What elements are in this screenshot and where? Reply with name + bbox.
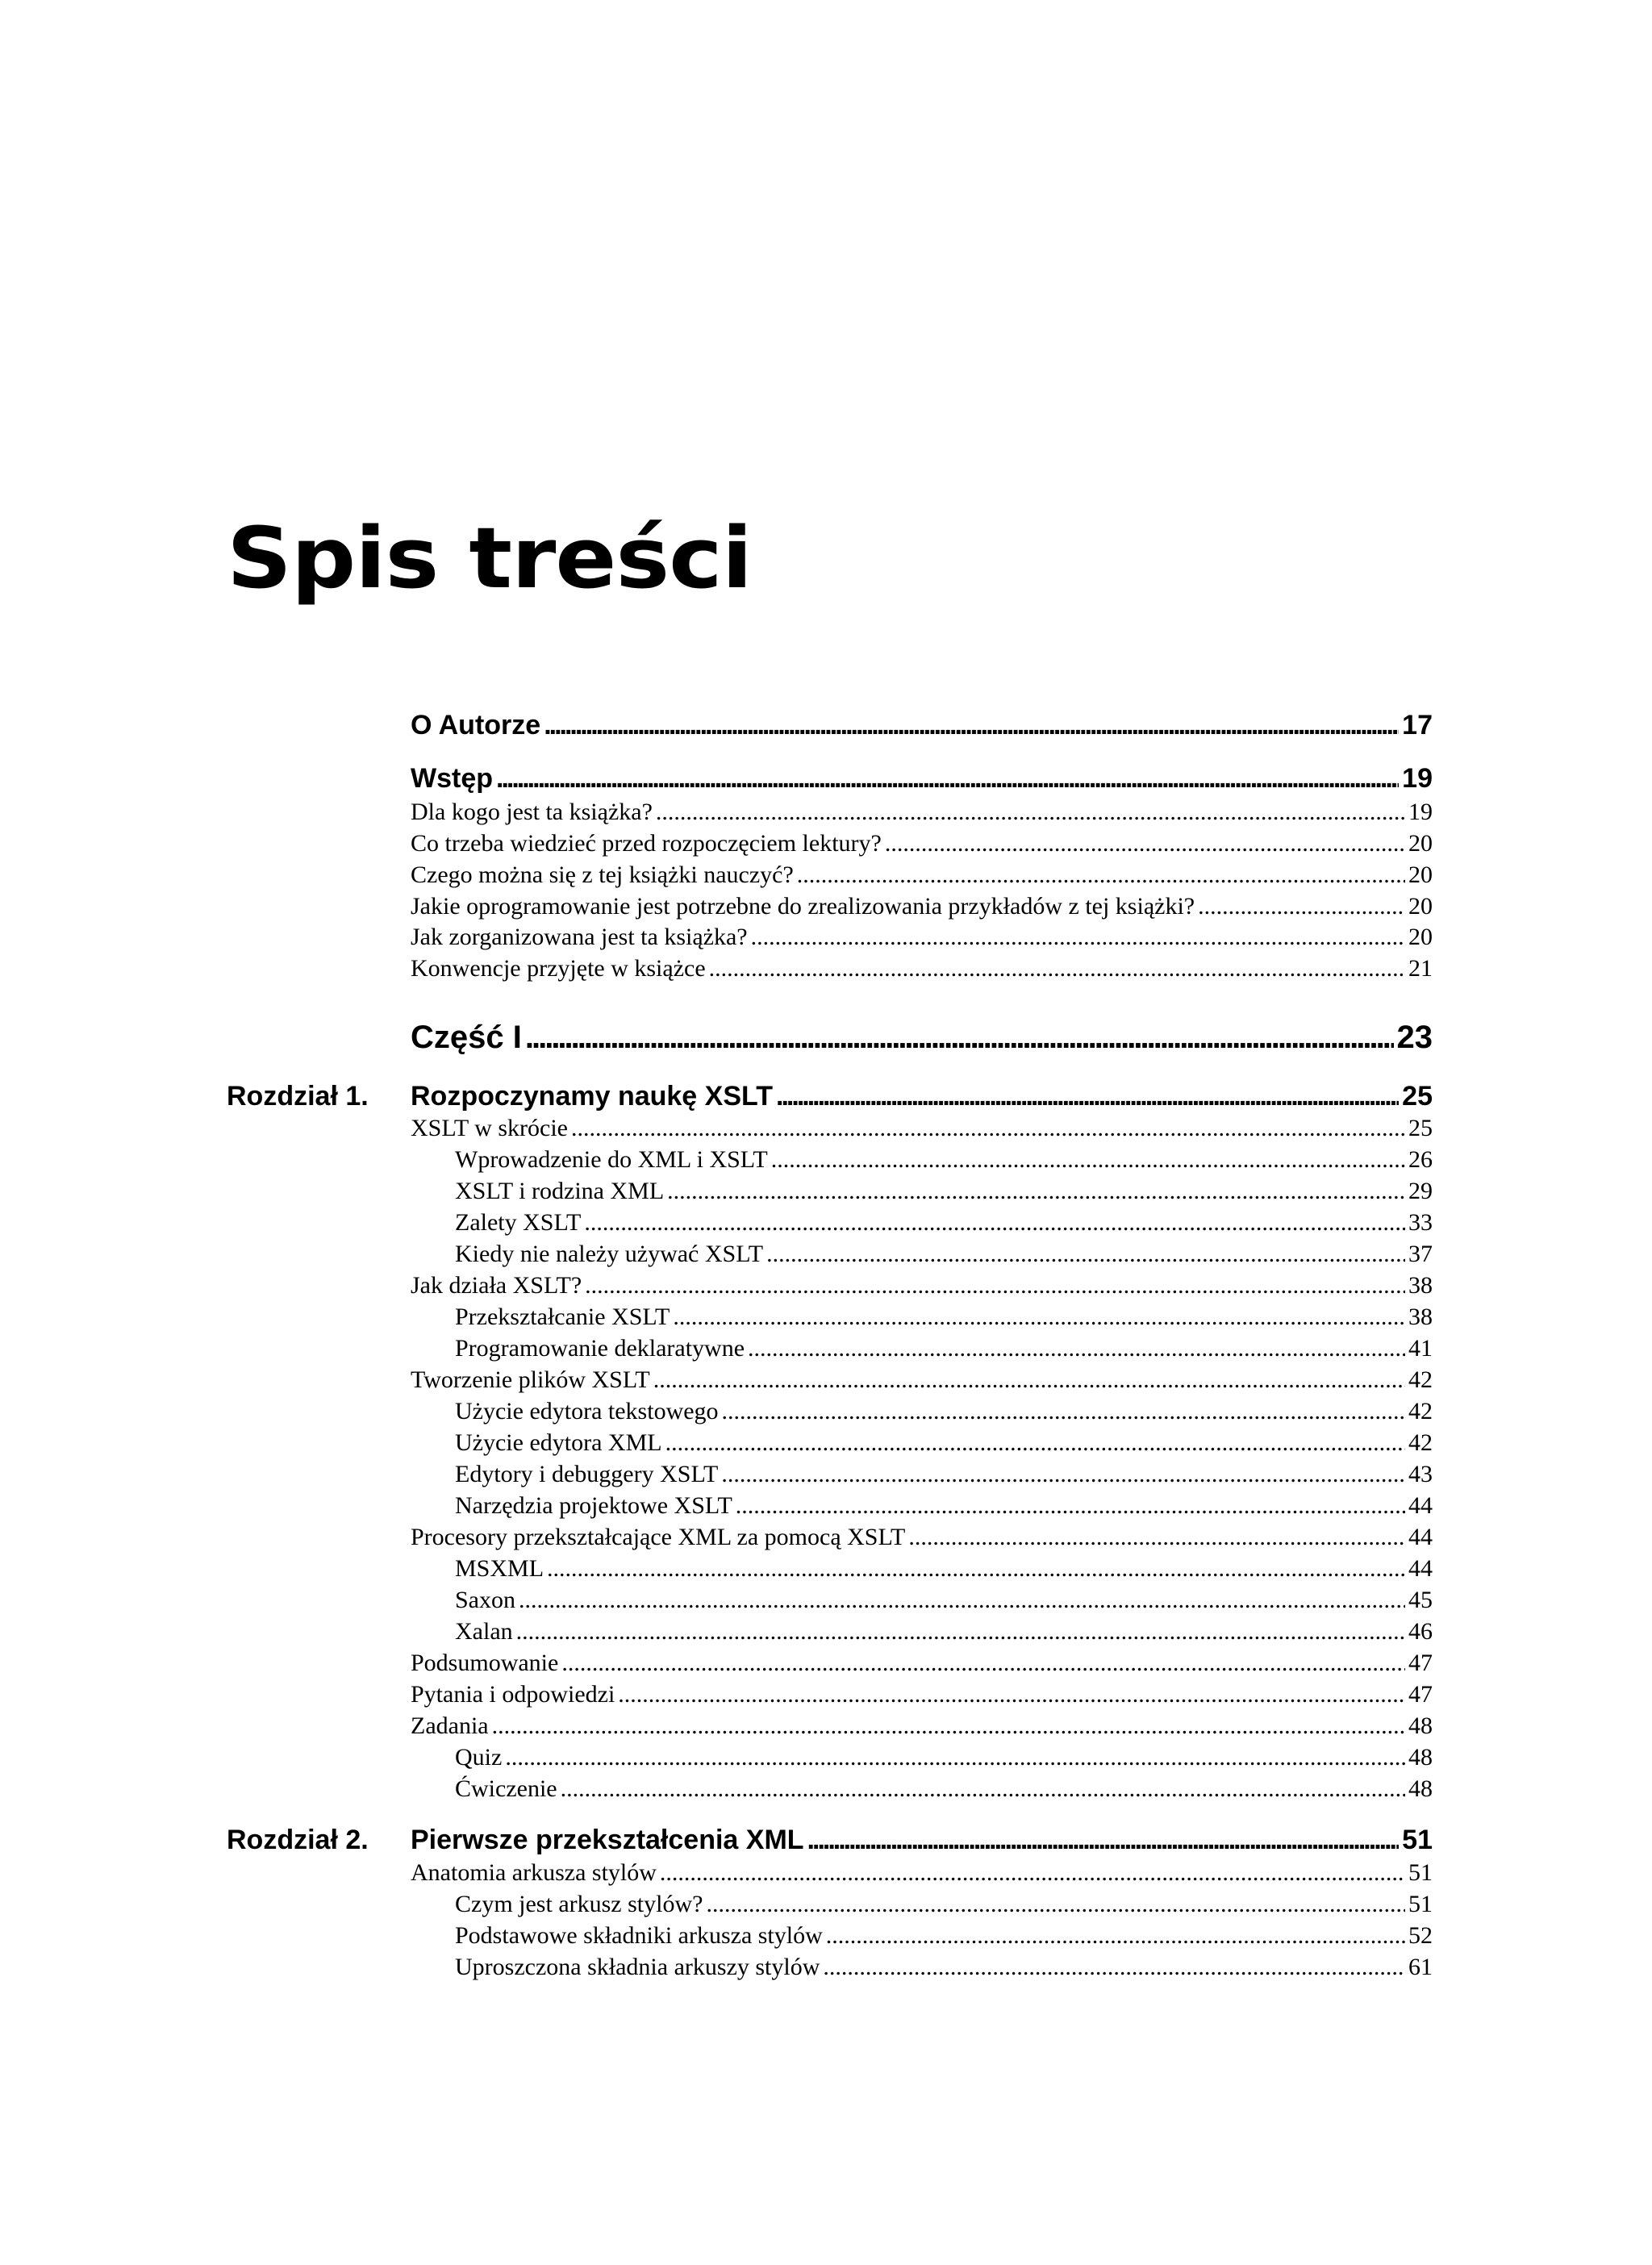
- toc-entry-page: 19: [1408, 799, 1433, 825]
- toc-entry-page: 20: [1408, 924, 1433, 950]
- dot-leader: [776, 1081, 1399, 1112]
- toc-entry-czesc-i[interactable]: [411, 1020, 1433, 1056]
- toc-entry[interactable]: [455, 1398, 1433, 1425]
- toc-entry-page: 48: [1408, 1712, 1433, 1739]
- toc-entry-title: Dla kogo jest ta książka?: [411, 799, 653, 825]
- toc-entry-page: 61: [1408, 1954, 1433, 1980]
- dot-leader: [653, 1366, 1405, 1394]
- toc-entry[interactable]: [455, 1954, 1433, 1981]
- toc-entry-chapter-2[interactable]: [411, 1825, 1433, 1856]
- toc-entry-page: 47: [1408, 1650, 1433, 1676]
- toc-entry[interactable]: [455, 1891, 1433, 1918]
- dot-leader: [736, 1492, 1405, 1520]
- toc-entry[interactable]: [411, 1681, 1433, 1708]
- toc-entry[interactable]: [455, 1744, 1433, 1771]
- toc-entry-title: Uproszczona składnia arkuszy stylów: [455, 1954, 820, 1980]
- toc-entry-page: 38: [1408, 1304, 1433, 1330]
- toc-entry-chapter-1[interactable]: [411, 1081, 1433, 1112]
- toc-entry[interactable]: [455, 1209, 1433, 1237]
- toc-entry-title: Xalan: [455, 1618, 513, 1645]
- dot-leader: [908, 1524, 1405, 1551]
- toc-entry-title: Zalety XSLT: [455, 1209, 582, 1236]
- dot-leader: [721, 1461, 1405, 1488]
- toc-entry[interactable]: [411, 1859, 1433, 1887]
- toc-entry-title: Rozpoczynamy naukę XSLT: [411, 1081, 774, 1112]
- dot-leader: [748, 1335, 1405, 1362]
- toc-entry-title: Zadania: [411, 1712, 489, 1739]
- dot-leader: [496, 763, 1399, 795]
- dot-leader: [571, 1115, 1405, 1142]
- dot-leader: [547, 1555, 1405, 1583]
- toc-entry-page: 20: [1408, 893, 1433, 920]
- dot-leader: [706, 1891, 1405, 1918]
- toc-entry-title: Przekształcanie XSLT: [455, 1304, 670, 1330]
- toc-entry[interactable]: [455, 1492, 1433, 1520]
- toc-entry-page: 25: [1408, 1115, 1433, 1141]
- dot-leader: [751, 924, 1405, 951]
- toc-entry-title: Pytania i odpowiedzi: [411, 1681, 615, 1708]
- toc-entry-page: 44: [1408, 1555, 1433, 1582]
- dot-leader: [673, 1304, 1405, 1331]
- toc-entry[interactable]: [411, 799, 1433, 826]
- dot-leader: [722, 1398, 1405, 1425]
- toc-entry-title: Tworzenie plików XSLT: [411, 1366, 650, 1393]
- toc-entry-page: 33: [1408, 1209, 1433, 1236]
- dot-leader: [519, 1587, 1405, 1614]
- toc-entry-title: Ćwiczenie: [455, 1775, 557, 1802]
- toc-entry-page: 43: [1408, 1461, 1433, 1487]
- toc-entry-title: Programowanie deklaratywne: [455, 1335, 745, 1362]
- toc-entry-title: XSLT i rodzina XML: [455, 1178, 665, 1204]
- toc-entry[interactable]: [455, 1587, 1433, 1614]
- toc-entry-page: 47: [1408, 1681, 1433, 1708]
- chapter-label-1: Rozdział 1.: [227, 1081, 369, 1112]
- dot-leader: [771, 1146, 1405, 1174]
- toc-entry-page: 23: [1396, 1020, 1433, 1055]
- toc-entry-page: 44: [1408, 1492, 1433, 1519]
- toc-entry-title: Edytory i debuggery XSLT: [455, 1461, 719, 1487]
- toc-entry-title: Wstęp: [411, 763, 493, 794]
- toc-entry[interactable]: [455, 1775, 1433, 1803]
- dot-leader: [618, 1681, 1405, 1708]
- dot-leader: [561, 1775, 1405, 1803]
- chapter-label-2: Rozdział 2.: [227, 1825, 369, 1855]
- toc-entry-page: 20: [1408, 861, 1433, 888]
- toc-entry-title: Procesory przekształcające XML za pomocą XSLT: [411, 1524, 906, 1550]
- toc-entry-page: 25: [1402, 1081, 1433, 1112]
- toc-entry-page: 21: [1408, 955, 1433, 982]
- toc-entry-page: 20: [1408, 830, 1433, 857]
- toc-entry[interactable]: [455, 1146, 1433, 1174]
- dot-leader: [797, 861, 1405, 889]
- toc-entry[interactable]: [455, 1241, 1433, 1268]
- toc-entry-title: Czym jest arkusz stylów?: [455, 1891, 703, 1917]
- dot-leader: [667, 1178, 1405, 1205]
- toc-entry-page: 45: [1408, 1587, 1433, 1613]
- toc-entry-page: 44: [1408, 1524, 1433, 1550]
- toc-entry[interactable]: [455, 1178, 1433, 1205]
- toc-entry[interactable]: [455, 1555, 1433, 1583]
- toc-entry[interactable]: [411, 1650, 1433, 1677]
- toc-entry-page: 38: [1408, 1272, 1433, 1299]
- toc-entry-page: 42: [1408, 1398, 1433, 1424]
- dot-leader: [826, 1922, 1405, 1950]
- dot-leader: [823, 1954, 1405, 1981]
- toc-entry-title: MSXML: [455, 1555, 544, 1582]
- dot-leader: [709, 955, 1405, 982]
- toc-entry-title: Czego można się z tej książki nauczyć?: [411, 861, 794, 888]
- toc-entry[interactable]: [411, 924, 1433, 951]
- toc-entry[interactable]: [411, 1712, 1433, 1740]
- toc-entry-wstep[interactable]: [411, 763, 1433, 795]
- toc-entry[interactable]: [455, 1618, 1433, 1646]
- dot-leader: [885, 830, 1405, 857]
- toc-entry-title: Jak zorganizowana jest ta książka?: [411, 924, 748, 950]
- toc-entry-title: Część I: [411, 1020, 522, 1055]
- toc-entry-page: 17: [1402, 710, 1433, 740]
- toc-entry-title: Podsumowanie: [411, 1650, 559, 1676]
- toc-entry[interactable]: [411, 1524, 1433, 1551]
- page-title: Spis treści: [227, 509, 753, 607]
- toc-entry-page: 52: [1408, 1922, 1433, 1949]
- toc-entry-title: Anatomia arkusza stylów: [411, 1859, 657, 1886]
- dot-leader: [505, 1744, 1405, 1771]
- dot-leader: [807, 1825, 1400, 1856]
- toc-entry[interactable]: [411, 861, 1433, 889]
- toc-entry-page: 51: [1408, 1891, 1433, 1917]
- toc-entry-page: 26: [1408, 1146, 1433, 1173]
- toc-entry-page: 51: [1402, 1825, 1433, 1855]
- dot-leader: [585, 1272, 1405, 1299]
- dot-leader: [665, 1429, 1405, 1457]
- toc-entry[interactable]: [411, 1366, 1433, 1394]
- toc-entry-page: 37: [1408, 1241, 1433, 1267]
- dot-leader: [492, 1712, 1405, 1740]
- toc-entry-title: Podstawowe składniki arkusza stylów: [455, 1922, 823, 1949]
- toc-entry-title: Pierwsze przekształcenia XML: [411, 1825, 804, 1855]
- toc-entry-page: 41: [1408, 1335, 1433, 1362]
- dot-leader: [544, 710, 1399, 741]
- toc-entry-page: 42: [1408, 1366, 1433, 1393]
- toc-entry[interactable]: [411, 1272, 1433, 1299]
- toc-entry-title: Jakie oprogramowanie jest potrzebne do zrealizowania przykładów z tej książki?: [411, 893, 1195, 920]
- toc-entry-title: Kiedy nie należy używać XSLT: [455, 1241, 764, 1267]
- toc-entry[interactable]: [455, 1335, 1433, 1362]
- toc-entry-page: 46: [1408, 1618, 1433, 1645]
- toc-entry-o-autorze[interactable]: [411, 710, 1433, 741]
- dot-leader: [656, 799, 1405, 826]
- dot-leader: [766, 1241, 1405, 1268]
- toc-entry-title: Użycie edytora XML: [455, 1429, 662, 1456]
- dot-leader: [516, 1618, 1405, 1646]
- dot-leader: [561, 1650, 1405, 1677]
- toc-entry[interactable]: [455, 1461, 1433, 1488]
- toc-entry[interactable]: [411, 830, 1433, 857]
- dot-leader: [660, 1859, 1405, 1887]
- toc-entry-title: Wprowadzenie do XML i XSLT: [455, 1146, 768, 1173]
- toc-entry-title: XSLT w skrócie: [411, 1115, 568, 1141]
- toc-entry[interactable]: [411, 955, 1433, 982]
- toc-entry-title: Saxon: [455, 1587, 515, 1613]
- toc-entry-page: 48: [1408, 1744, 1433, 1771]
- toc-entry-page: 51: [1408, 1859, 1433, 1886]
- toc-entry-title: Co trzeba wiedzieć przed rozpoczęciem lektury?: [411, 830, 882, 857]
- toc-entry[interactable]: [411, 893, 1433, 920]
- toc-entry-title: Narzędzia projektowe XSLT: [455, 1492, 732, 1519]
- toc-entry-title: Konwencje przyjęte w książce: [411, 955, 706, 982]
- dot-leader: [525, 1020, 1394, 1056]
- toc-entry-title: Quiz: [455, 1744, 503, 1771]
- dot-leader: [1198, 893, 1405, 920]
- toc-entry-title: Jak działa XSLT?: [411, 1272, 582, 1299]
- toc-entry[interactable]: [455, 1922, 1433, 1950]
- toc-entry-title: Użycie edytora tekstowego: [455, 1398, 719, 1424]
- toc-entry-page: 48: [1408, 1775, 1433, 1802]
- toc-entry[interactable]: [455, 1429, 1433, 1457]
- dot-leader: [584, 1209, 1405, 1237]
- toc-entry[interactable]: [411, 1115, 1433, 1142]
- toc-entry-page: 42: [1408, 1429, 1433, 1456]
- toc-entry-title: O Autorze: [411, 710, 541, 740]
- toc-entry-page: 19: [1402, 763, 1433, 794]
- toc-entry-page: 29: [1408, 1178, 1433, 1204]
- toc-entry[interactable]: [455, 1304, 1433, 1331]
